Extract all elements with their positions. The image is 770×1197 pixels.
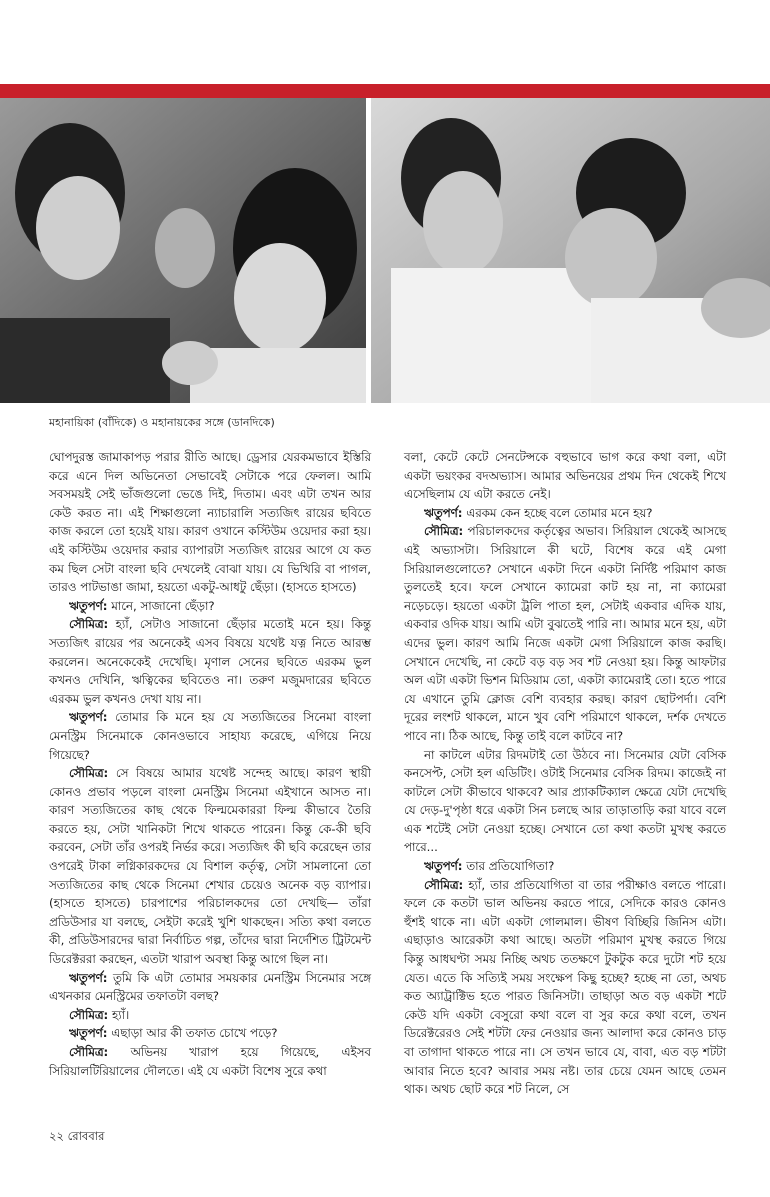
photo-left <box>0 98 366 403</box>
paragraph: ঋতুপর্ণ: এছাড়া আর কী তফাত চোখে পড়ে? <box>69 1026 278 1041</box>
paragraph: সৌমিত্র: হ্যাঁ। <box>69 1007 130 1022</box>
photo-right-image <box>371 98 770 403</box>
photo-right <box>371 98 770 403</box>
photo-left-image <box>0 98 366 403</box>
paragraph: সৌমিত্র: হ্যাঁ, তার প্রতিযোগিতা বা তার পরীক্ষাও বলতে পারো। ফলে কে কতটা ভাল অভিনয় করতে পারে, সেদিকে কারও কোনও হুঁশই থাকে না। এটা একটা গোলমাল। ভীষণ বিচ্ছিরি জিনিস এটা। এছাড়াও আরেকটা কথা আছে। অতটা পরিমাণ মুখস্থ করতে গিয়ে কিন্তু আধঘণ্টা সময় নিচ্ছি অথচ ততক্ষণে টুকটুক করে দুটো শট হয়ে যেত। এতে কি সত্যিই সময় সংক্ষেপ কিছু হচ্ছে? হচ্ছে না তো, অথচ কত অ্যাট্রাক্টিভ হতে পারত জিনিসটা। তাছাড়া অত বড় একটা শটে কেউ যদি একটা বেসুরো কথা বলে বা সুর করে কথা বলে, তখন ডিরেক্টরেরও সেই শটটা ফের নেওয়ার জন্য আলাদা করে কোনও চাড় বা তাগাদা থাকতে পারে না। সে তখন ভাবে যে, বাবা, এত বড় শটটা আবার নিতে হবে? আবার সময় নষ্ট। তার চেয়ে যেমন আছে তেমন থাক। অথচ ছোট করে শট নিলে, সে <box>404 877 727 1097</box>
photo-caption: মহানায়িকা (বাঁদিকে) ও মহানায়কের সঙ্গে (ডানদিকে) <box>49 416 275 429</box>
paragraph: সৌমিত্র: সে বিষয়ে আমার যথেষ্ট সন্দেহ আছে। কারণ স্থায়ী কোনও প্রভাব পড়লে বাংলা মেনস্ট্রিম সিনেমা এইখানে আসত না। কারণ সত্যজিতের কাছ থেকে ফিল্মমেকাররা ফিল্ম কীভাবে তৈরি করতে হয়, সেটা খানিকটা শিখে থাকতে পারেন। কিন্তু কে-কী ছবি করবেন, সেটা তাঁর ওপরই নির্ভর করে। সত্যজিৎ কী ছবি করেছেন তার ওপরেই টাকা লগ্নিকারকদের যে বিশাল কর্তৃত্ব, সেটা সামলানো তো সত্যজিতের কাছ থেকে সিনেমা শেখার চেয়েও অনেক বড় ব্যাপার। (হাসতে হাসতে) চারপাশের পরিচালকদের তো দেখছি— তাঁরা প্রডিউসার যা বলছে, সেইটা করেই খুশি থাকছেন। সত্যি কথা বলতে কী, প্রডিউসারদের দ্বারা নির্বাচিত গল্প, তাঁদের দ্বারা নির্দেশিত ট্রিটমেন্ট ডিরেক্টররা করছেন, এতটা খারাপ অবস্থা কিন্তু আগে ছিল না। <box>49 766 371 967</box>
article-column-right <box>404 448 726 1099</box>
paragraph: সৌমিত্র: পরিচালকদের কর্তৃত্বের অভাব। সিরিয়াল থেকেই আসছে এই অভ্যাসটা। সিরিয়ালে কী ঘটে, বিশেষ করে এই মেগা সিরিয়ালগুলোতে? সেখানে একটা দিনে একটা নির্দিষ্ট পরিমাণ কাজ তুলতেই হবে। ফলে সেখানে ক্যামেরা কাট হয় না, না ক্যামেরা নড়েচড়ে। হয়তো একটা ট্রলি পাতা হল, সেটাই একবার এদিক যায়, একবার ওদিক যায়। আমি এটা বুঝতেই পারি না। আমার মনে হয়, এটা এদের ভুল। কারণ আমি নিজে একটা মেগা সিরিয়ালে কাজ করছি। সেখানে দেখেছি, না কেটে বড় বড় সব শট নেওয়া হয়। কিন্তু আফটার অল এটা একটা ভিশন মিডিয়াম তো, একটা ক্যামেরাই তো। হতে পারে যে এখানে তুমি ক্লোজ বেশি ব্যবহার করছ। কারণ ছোটপর্দা। বেশি দূরের লংশট থাকলে, মানে খুব বেশি পরিমাণে থাকলে, দর্শক দেখতে পাবে না। ঠিক আছে, কিন্তু তাই বলে কাটবে না? <box>404 524 726 743</box>
paragraph: বলা, কেটে কেটে সেনটেন্সকে বহুভাবে ভাগ করে কথা বলা, এটা একটা ভয়ংকর বদঅভ্যাস। আমার অভিনয়ের প্রথম দিন থেকেই শিখে এসেছিলাম যে এটা করতে নেই। <box>404 450 726 502</box>
paragraph: ঋতুপর্ণ: তোমার কি মনে হয় যে সত্যজিতের সিনেমা বাংলা মেনস্ট্রিম সিনেমাকে কোনওভাবে সাহায্য করেছে, এগিয়ে নিয়ে গিয়েছে? <box>49 710 372 762</box>
header-red-band <box>0 84 770 98</box>
paragraph: ঋতুপর্ণ: তার প্রতিযোগিতা? <box>424 859 555 874</box>
paragraph: ঋতুপর্ণ: তুমি কি এটা তোমার সময়কার মেনস্ট্রিম সিনেমার সঙ্গে এখনকার মেনস্ট্রিমের তফাতটা বলছ? <box>49 970 372 1004</box>
article-column-left <box>49 448 371 1080</box>
paragraph: সৌমিত্র: অভিনয় খারাপ হয়ে গিয়েছে, এইসব সিরিয়ালটিরিয়ালের দৌলতে। এই যে একটা বিশেষ সুরে কথা <box>49 1045 371 1078</box>
paragraph: ঋতুপর্ণ: এরকম কেন হচ্ছে বলে তোমার মনে হয়? <box>424 505 653 520</box>
paragraph: সৌমিত্র: হ্যাঁ, সেটাও সাজানো ছেঁড়ার মতোই মনে হয়। কিন্তু সত্যজিৎ রায়ের পর অনেকেই এসব বিষয়ে যথেষ্ট যত্ন নিতে আরম্ভ করলেন। অনেকেকেই দেখেছি। মৃণাল সেনের ছবিতে এরকম ভুল কখনও দেখিনি, ঋত্বিকের ছবিতেও না। তরুণ মজুমদারের ছবিতে এরকম ভুল কখনও দেখা যায় না। <box>49 617 372 706</box>
page-folio: ২২ রোববার <box>49 1129 105 1143</box>
paragraph: না কাটলে এটার রিদমটাই তো উঠবে না। সিনেমার যেটা বেসিক কনসেপ্ট, সেটা হল এডিটিং। ওটাই সিনেমার বেসিক রিদম। কাজেই না কাটলে সেটা কীভাবে থাকবে? আর প্র্যাকটিক্যাল ক্ষেত্রে যেটা দেখেছি যে দেড়-দু'পৃষ্ঠা ধরে একটা সিন চলছে আর তাড়াতাড়ি করা যাবে বলে এক শটেই সেটা নেওয়া হচ্ছে। সেখানে তো কথা কতটা মুখস্থ করতে পারে... <box>404 747 726 855</box>
paragraph: ঘোপদুরস্ত জামাকাপড় পরার রীতি আছে। ড্রেসার যেরকমভাবে ইস্তিরি করে এনে দিল অভিনেতা সেভাবেই সেটাকে পরে ফেলল। আমি সবসময়ই সেই ভাঁজগুলো ভেঙে দিই, দিতাম। এবং এটা তখন আর কেউ করত না। এই শিক্ষাগুলো ন্যাচারালি সত্যজিৎ রায়ের ছবিতে কাজ করলে তো হয়েই যায়। কারণ ওখানে কস্টিউম ওয়েদার করা হয়। এই কস্টিউম ওয়েদার করার ব্যাপারটা সত্যজিৎ রায়ের আগে যে কত কম ছিল সেটা বাংলা ছবি দেখলেই বোঝা যায়। যে ভিখিরি বা পাগল, তারও পাটভাঙা জামা, হয়তো একটু-আধটু ছেঁড়া। (হাসতে হাসতে) <box>49 450 371 595</box>
paragraph: ঋতুপর্ণ: মানে, সাজানো ছেঁড়া? <box>69 598 215 613</box>
